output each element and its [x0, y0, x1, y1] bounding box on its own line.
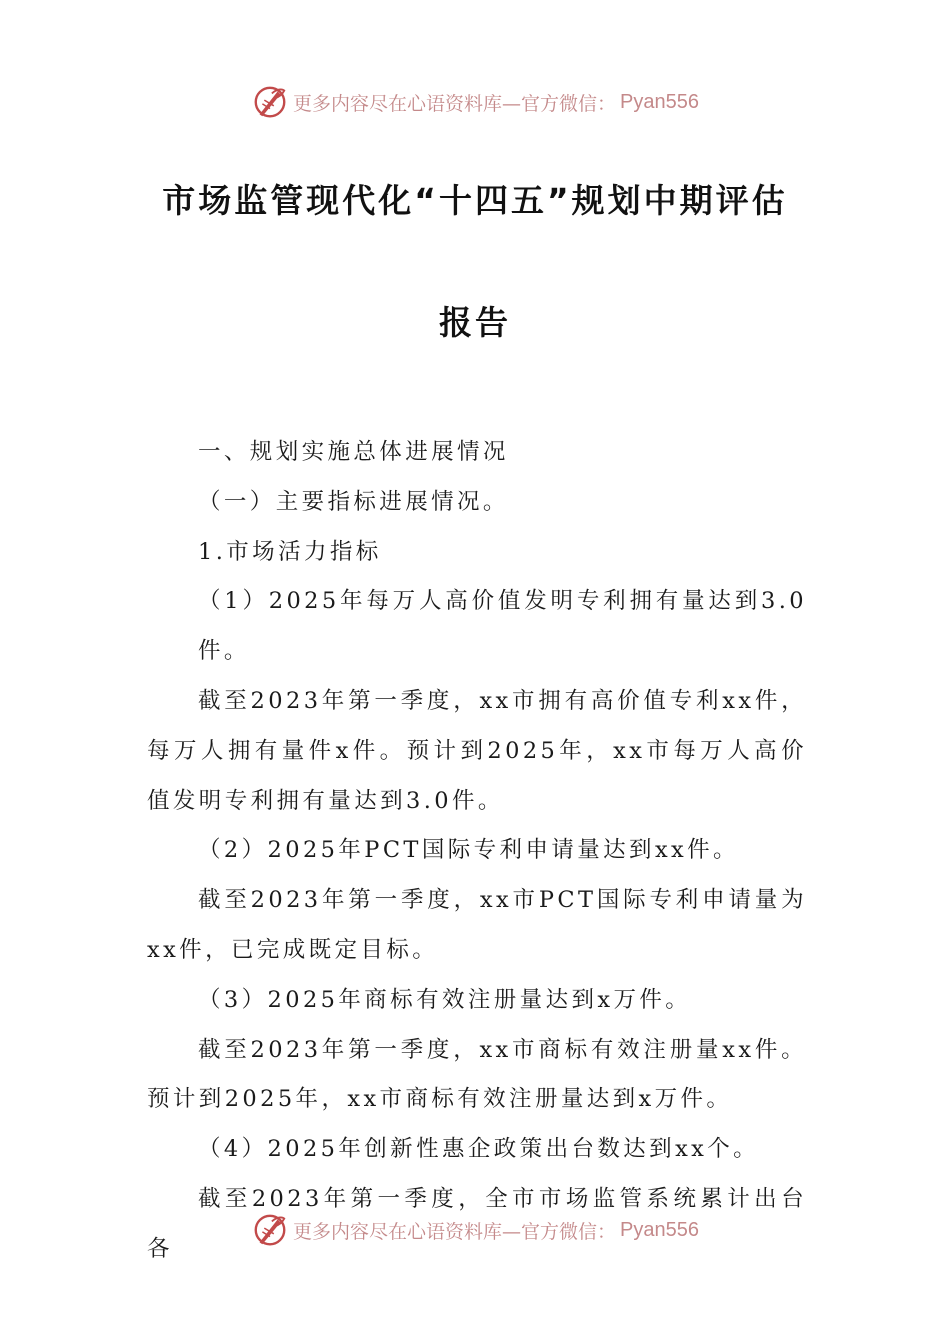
- watermark-wechat-id: Pyan556: [620, 1218, 699, 1241]
- body-paragraph: 截至2023年第一季度，全市市场监管系统累计出台各: [147, 1185, 807, 1262]
- watermark-footer: [0, 1210, 950, 1250]
- body-paragraph: 截至2023年第一季度，xx市拥有高价值专利xx件，每万人拥有量件x件。预计到2025年，xx市每万人高价值发明专利拥有量达到3.0件。: [147, 687, 807, 814]
- indicator-item: （2）2025年PCT国际专利申请量达到xx件。: [198, 837, 739, 864]
- indicator-category-heading: 1.市场活力指标: [198, 538, 382, 565]
- watermark-wechat-id: Pyan556: [620, 90, 699, 113]
- section-heading: 一、规划实施总体进展情况: [198, 439, 509, 465]
- quill-logo-icon: [251, 83, 289, 121]
- indicator-item: （3）2025年商标有效注册量达到x万件。: [198, 986, 692, 1013]
- subsection-heading: （一）主要指标进展情况。: [198, 488, 509, 515]
- watermark-header: [0, 82, 950, 122]
- indicator-item: （1）2025年每万人高价值发明专利拥有量达到3.0件。: [198, 588, 807, 665]
- document-title-line1: 市场监管现代化“十四五”规划中期评估: [162, 181, 788, 220]
- document-title-line2: 报告: [439, 303, 511, 342]
- watermark-text: 更多内容尽在心语资料库—官方微信：: [293, 92, 617, 115]
- body-paragraph: 截至2023年第一季度，xx市PCT国际专利申请量为xx件，已完成既定目标。: [147, 887, 807, 963]
- body-paragraph: 截至2023年第一季度，xx市商标有效注册量xx件。预计到2025年，xx市商标有效注册量达到x万件。: [147, 1036, 807, 1113]
- document-body: [147, 428, 807, 1275]
- quill-logo-icon: [251, 1211, 289, 1249]
- indicator-item: （4）2025年创新性惠企政策出台数达到xx个。: [198, 1136, 760, 1163]
- watermark-text: 更多内容尽在心语资料库—官方微信：: [293, 1220, 617, 1243]
